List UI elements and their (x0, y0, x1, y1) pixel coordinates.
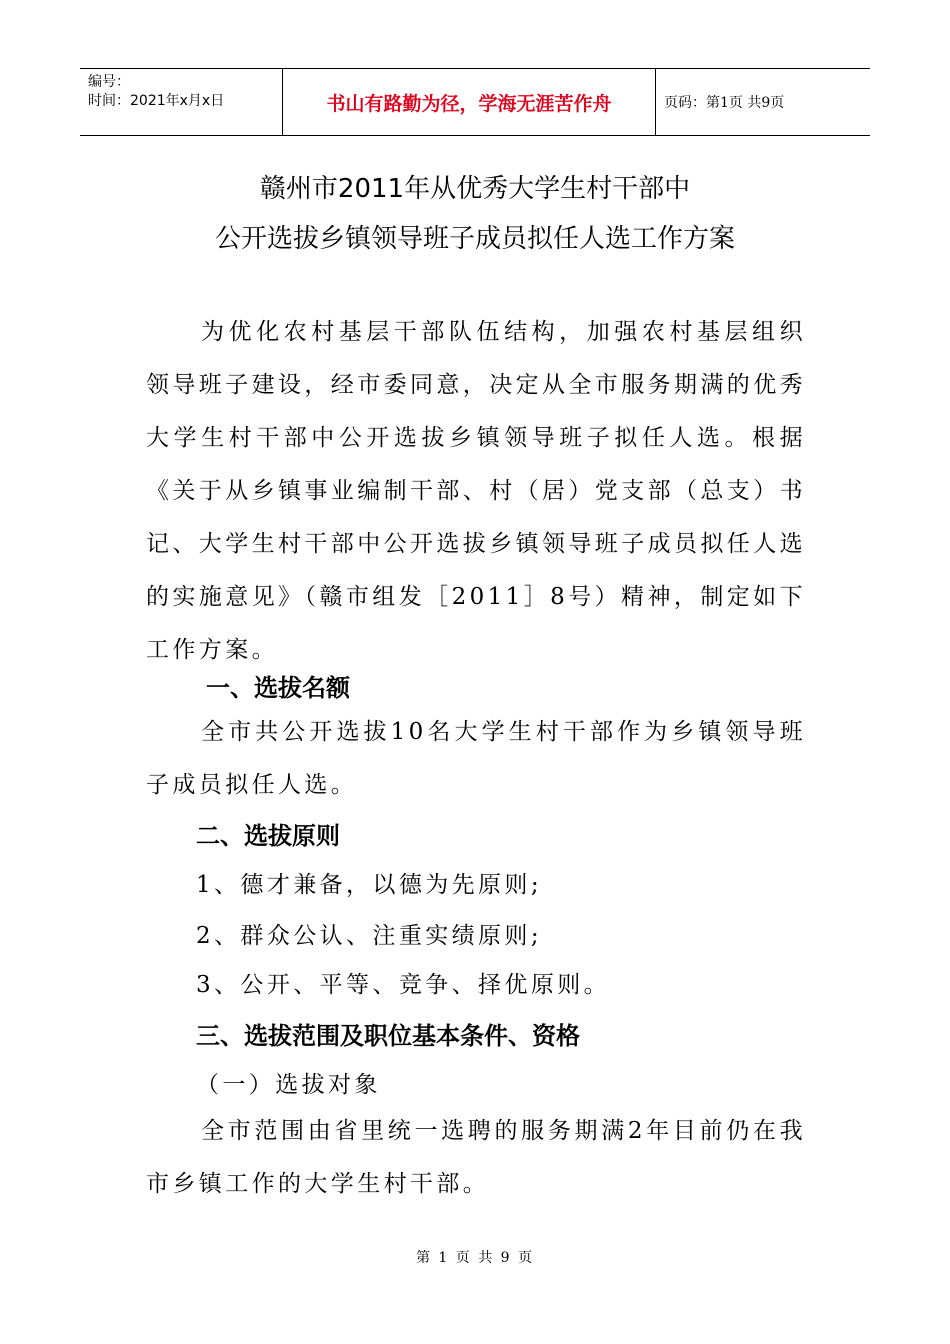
principle-item: 2、群众公认、注重实绩原则; (196, 923, 542, 949)
document-title-line1: 赣州市2011年从优秀大学生村干部中 (259, 174, 691, 204)
intro-paragraph: 为优化农村基层干部队伍结构，加强农村基层组织领导班子建设，经市委同意，决定从全市服务期满的优秀大学生村干部中公开选拔乡镇领导班子拟任人选。根据《关于从乡镇事业编制干部、村（居）党支部（总支）书记、大学生村干部中公开选拔乡镇领导班子成员拟任人选的实施意见》（赣市组发［2011］8号）精神，制定如下工作方案。 (146, 319, 806, 663)
section1-paragraph: 全市共公开选拔10名大学生村干部作为乡镇领导班子成员拟任人选。 (146, 719, 806, 798)
section2-heading: 二、选拔原则 (196, 822, 340, 850)
header-meta (80, 69, 282, 135)
number-label: 编号： (88, 74, 130, 90)
header-page-info: 页码：第1页 共9页 (664, 95, 785, 111)
section1-heading: 一、选拔名额 (206, 674, 350, 702)
page-footer: 第 1 页 共 9 页 (415, 1250, 535, 1266)
principle-item: 1、德才兼备，以德为先原则; (196, 872, 542, 898)
document-title-line2: 公开选拔乡镇领导班子成员拟任人选工作方案 (214, 224, 735, 254)
time-label: 时间：2021年x月x日 (88, 93, 225, 109)
document-header (80, 68, 870, 136)
subsection1-heading: （一）选拔对象 (196, 1072, 381, 1098)
principle-item: 3、公开、平等、竞争、择优原则。 (196, 972, 611, 998)
section3-heading: 三、选拔范围及职位基本条件、资格 (196, 1022, 580, 1050)
header-motto: 书山有路勤为径，学海无涯苦作舟 (282, 69, 656, 135)
subsection1-paragraph: 全市范围由省里统一选聘的服务期满2年目前仍在我市乡镇工作的大学生村干部。 (146, 1118, 806, 1197)
